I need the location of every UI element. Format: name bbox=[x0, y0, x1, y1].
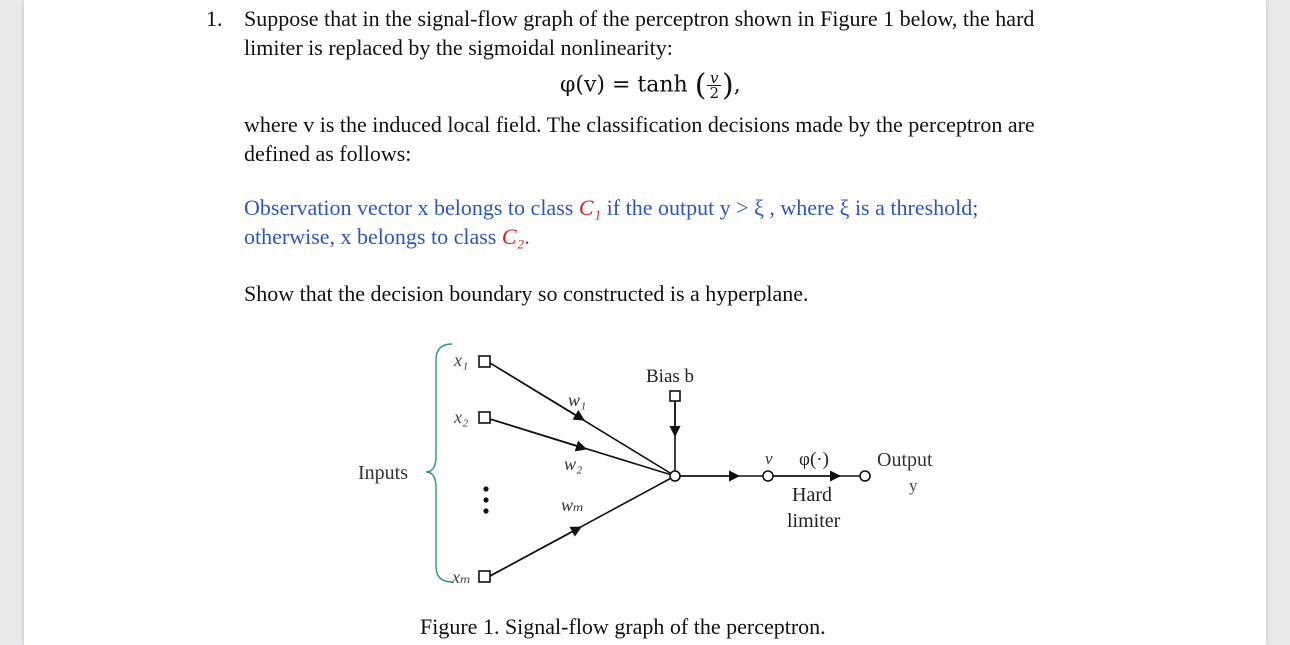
perceptron-diagram bbox=[24, 330, 1266, 612]
ellipsis-dot bbox=[483, 497, 488, 502]
task-statement: Show that the decision boundary so constructed is a hyperplane. bbox=[244, 281, 809, 306]
where-line-1: where v is the induced local field. The classification decisions made by the perceptron are bbox=[244, 112, 1035, 137]
induced-field-label: v bbox=[765, 449, 773, 468]
output-node bbox=[860, 471, 870, 481]
sigmoid-equation bbox=[560, 68, 741, 103]
induced-field-node bbox=[763, 471, 773, 481]
ellipsis-dot bbox=[483, 486, 488, 491]
rule-part-3: otherwise, x belongs to class bbox=[244, 224, 497, 249]
ellipsis-dot bbox=[483, 508, 488, 513]
where-line-2: defined as follows: bbox=[244, 141, 412, 166]
bias-node bbox=[670, 391, 680, 401]
branch-x2-arrow bbox=[490, 419, 586, 449]
inputs-label: Inputs bbox=[358, 462, 408, 484]
output-var-label: y bbox=[909, 476, 918, 495]
input-xm-label: xₘ bbox=[452, 567, 472, 587]
equation-open-paren: ( bbox=[694, 68, 707, 103]
document-page bbox=[24, 0, 1266, 645]
input-node-xm bbox=[479, 571, 490, 582]
inputs-brace bbox=[426, 344, 452, 582]
rule-part-1: Observation vector x belongs to class bbox=[244, 195, 574, 220]
rule-class-1: C₁ bbox=[578, 195, 602, 220]
problem-intro-line-1: Suppose that in the signal-flow graph of the perceptron shown in Figure 1 below, the hard bbox=[244, 6, 1035, 31]
weight-w1-label: w₁ bbox=[568, 390, 587, 410]
decision-rule-line-1 bbox=[244, 193, 978, 222]
rule-part-2: if the output y > ξ , where ξ is a threshold; bbox=[606, 195, 979, 220]
decision-rule-line-2 bbox=[244, 222, 530, 251]
equation-lhs: φ(v) = tanh bbox=[560, 72, 688, 98]
limiter-label-1: Hard bbox=[792, 484, 832, 506]
input-node-x2 bbox=[479, 412, 490, 423]
branch-xm-arrow bbox=[490, 527, 581, 576]
equation-trailing: , bbox=[733, 72, 741, 98]
summing-node bbox=[670, 471, 680, 481]
activation-label: φ(·) bbox=[799, 449, 829, 470]
problem-intro-line-2: limiter is replaced by the sigmoidal nonlinearity: bbox=[244, 35, 673, 60]
equation-denominator: 2 bbox=[709, 84, 719, 102]
figure-caption: Figure 1. Signal-flow graph of the perceptron. bbox=[420, 614, 826, 639]
limiter-label-2: limiter bbox=[787, 510, 841, 532]
rule-part-4: . bbox=[524, 224, 530, 249]
input-x1-label: x₁ bbox=[454, 350, 469, 370]
weight-wm-label: wₘ bbox=[561, 495, 585, 515]
input-x2-label: x₂ bbox=[454, 407, 469, 427]
rule-class-2: C₂ bbox=[501, 224, 525, 249]
output-label: Output bbox=[877, 449, 933, 471]
bias-label: Bias b bbox=[646, 366, 695, 387]
equation-close-paren: ) bbox=[721, 68, 734, 103]
input-node-x1 bbox=[479, 356, 490, 367]
equation-numerator: v bbox=[707, 71, 721, 86]
weight-w2-label: w₂ bbox=[564, 454, 583, 474]
problem-number: 1. bbox=[206, 6, 223, 31]
equation-fraction bbox=[707, 71, 721, 100]
